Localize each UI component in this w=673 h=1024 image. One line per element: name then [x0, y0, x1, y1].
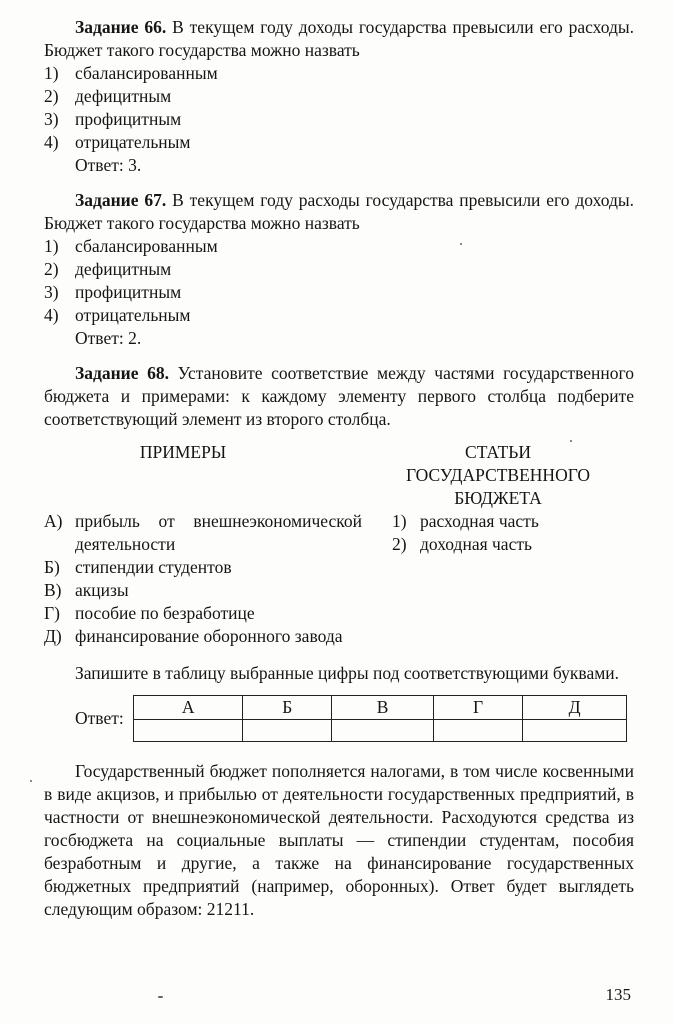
option: 3) профицитным — [44, 282, 182, 302]
table-header-cell: Д — [523, 696, 627, 720]
examples-column — [44, 441, 362, 648]
articles-list — [392, 510, 618, 556]
task-66-label: Задание 66. — [75, 17, 167, 37]
task-68-explanation: Государственный бюджет пополняется налогами, в том числе косвенными в виде акцизов, и прибылью от деятельности государственных предприятий, в частности от внешнеэкономической деятельности. Расходуются средства из госбюджета на социальные выплаты — стипендии студентам, пособия безработным и другие, а также на финансирование государственных бюджетных предприятий (например, оборонных). Ответ будет выглядеть следующим образом: 21211. — [44, 761, 634, 919]
task-67-question: В текущем году расходы государства превысили его доходы. Бюджет такого государства можно назвать — [44, 190, 634, 233]
option: 1) сбалансированным — [44, 63, 218, 83]
option: 3) профицитным — [44, 109, 182, 129]
option: 4) отрицательным — [44, 305, 191, 325]
task-68 — [44, 362, 634, 921]
task-66-answer: Ответ: 3. — [75, 155, 142, 175]
option: 2) дефицитным — [44, 86, 172, 106]
answer-cell[interactable] — [134, 720, 243, 742]
task-66-question: В текущем году доходы государства превысили его расходы. Бюджет такого государства можно назвать — [44, 17, 634, 60]
table-header-row — [134, 696, 627, 720]
example-item: Г) пособие по безработице — [44, 603, 255, 623]
task-68-label: Задание 68. — [75, 363, 170, 383]
table-header-cell: Г — [433, 696, 522, 720]
article-item: 1) расходная часть — [392, 511, 539, 531]
option: 2) дефицитным — [44, 259, 172, 279]
page-content — [44, 16, 634, 921]
answer-cell[interactable] — [523, 720, 627, 742]
answer-cell[interactable] — [332, 720, 434, 742]
task-67-label: Задание 67. — [75, 190, 167, 210]
table-instruction: Запишите в таблицу выбранные цифры под соответствующими буквами. — [75, 663, 620, 683]
table-header-cell: А — [134, 696, 243, 720]
option: 4) отрицательным — [44, 132, 191, 152]
task-67-options — [44, 235, 634, 327]
task-68-question: Установите соответствие между частями государственного бюджета и примерами: к каждому элементу первого столбца подберите соответствующий элемент из второго столбца. — [44, 363, 634, 429]
table-answer-row — [134, 720, 627, 742]
answer-table — [133, 695, 627, 742]
answer-label: Ответ: — [75, 708, 124, 728]
option: 1) сбалансированным — [44, 236, 218, 256]
answer-cell[interactable] — [433, 720, 522, 742]
task-67-answer: Ответ: 2. — [75, 328, 142, 348]
examples-list — [44, 510, 362, 648]
answer-cell[interactable] — [243, 720, 332, 742]
answer-table-block — [75, 695, 634, 742]
example-item: В) акцизы — [44, 580, 129, 600]
task-66-options — [44, 62, 634, 154]
article-item: 2) доходная часть — [392, 534, 532, 554]
task-66 — [44, 16, 634, 177]
example-item: Б) стипендии студентов — [44, 557, 232, 577]
examples-title: ПРИМЕРЫ — [139, 442, 227, 462]
articles-title: СТАТЬИ ГОСУДАРСТВЕННОГО БЮДЖЕТА — [405, 442, 591, 508]
example-item: Д) финансирование оборонного завода — [44, 626, 343, 646]
table-header-cell: В — [332, 696, 434, 720]
page-number: 135 — [605, 985, 631, 1004]
task-67 — [44, 189, 634, 350]
example-item: А) прибыль от внешнеэкономической деятельности — [44, 511, 362, 554]
articles-column — [378, 441, 618, 648]
table-header-cell: Б — [243, 696, 332, 720]
matching-columns — [44, 441, 634, 648]
